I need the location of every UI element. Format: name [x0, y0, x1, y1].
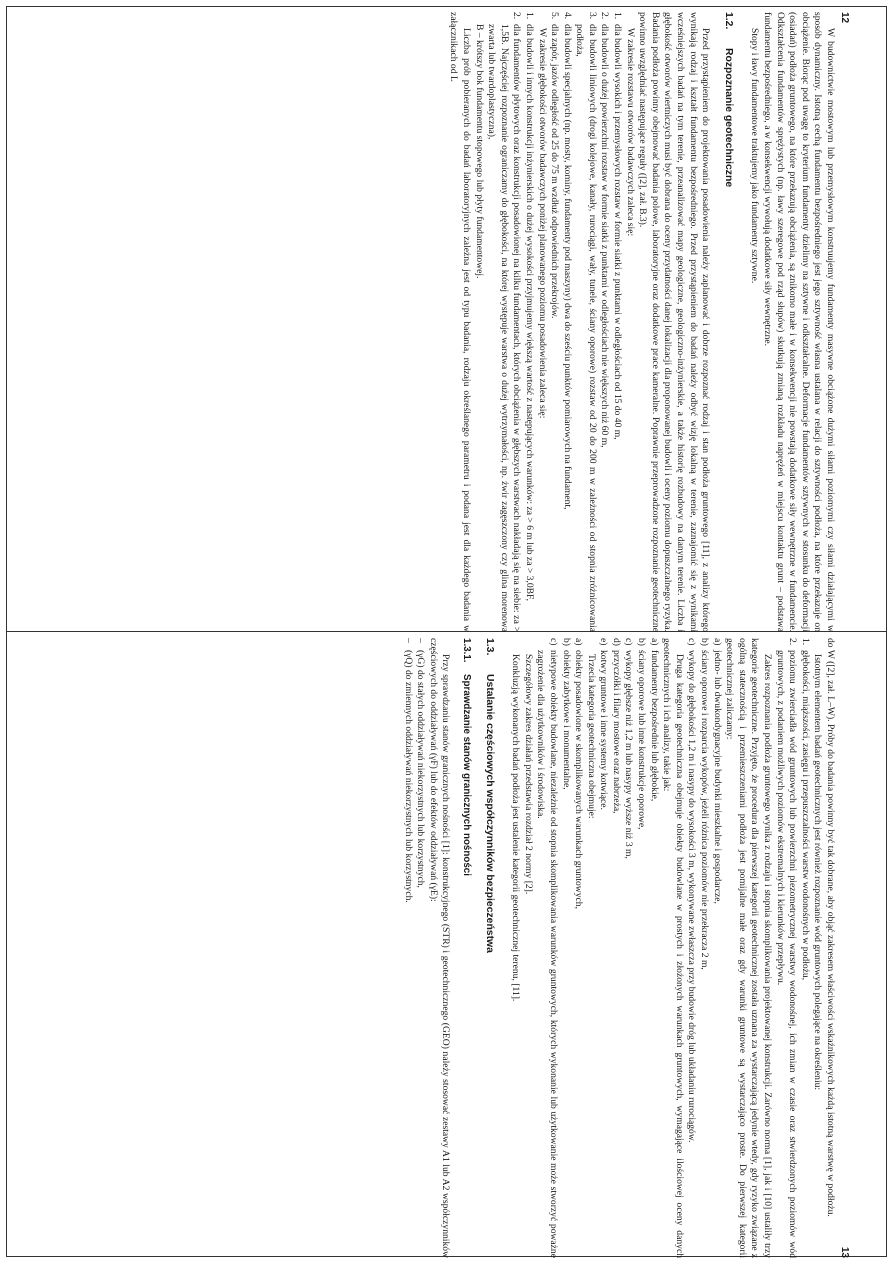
page-12-body: [447, 12, 836, 632]
paragraph: do W ([2], zał. L–W). Próby do badania powinny być tak dobrane, aby objąć zakresem właściwości wskaźnikowych każdą istotną warstwę w podłożu.: [825, 638, 836, 1217]
list-item: [597, 638, 610, 1258]
list-item: [560, 12, 573, 632]
subsection-heading: [459, 638, 472, 1258]
list-item: [548, 12, 561, 632]
list-text: dla budowli wysokich i przemysłowych rozstaw w formie siatki z punktami w odległościach od 15 do 40 m,: [612, 24, 624, 440]
list-text: (γG) do stałych oddziaływań niekorzystnych lub korzystnych,: [415, 650, 427, 888]
page-13: [10, 638, 850, 1258]
list-text: wykopy głębsze niż 1,2 m lub nasypy wyższe niż 3 m,: [623, 650, 635, 859]
list-text: ściany oporowe lub inne konstrukcje oporowe,: [636, 650, 648, 830]
factor-list: [401, 638, 426, 1258]
paragraph: Druga kategoria geotechniczna obejmuje obiekty budowlane w prostych i złożonych warunkach gruntowych, wymagające ilościowej oceny danych geotechnicznych i ich analizy, takie jak:: [661, 638, 685, 1258]
list-marker: c): [623, 638, 635, 646]
water-list: [773, 638, 811, 1258]
paragraph: Przy sprawdzaniu stanów granicznych nośności [1]: konstrukcyjnego (STR) i geotechnicznego (GEO) należy stosować zestawy A1 lub A2 współczynników częściowych do oddziaływań (γF) lub do efektów oddziaływań (γE):: [427, 638, 452, 1258]
list-marker: 2.: [511, 12, 523, 20]
list-item: [598, 12, 611, 632]
list-item: [414, 638, 427, 1258]
section-title: Ustalanie częściowych współczynników bezpieczeństwa: [483, 674, 495, 953]
section-heading: [482, 638, 495, 1258]
paragraph: Konkluzją wykonanych badań podłoża jest ustalenie kategorii geotechnicznej terenu, [11].: [510, 654, 522, 1002]
category1-list: [685, 638, 723, 1258]
paragraph: Przed przystąpieniem do projektowania posadowienia należy zaplanować i dobrze rozpoznać rodzaj i stan podłoża gruntowego [11], z analizy którego wynikają rodzaj i kształt fundamentu bezpośredniego. Przed przystąpieniem do badań należy odbyć wizję lokalną w terenie, zaznajomić się z wynikami wcześniejszych badań na tym terenie, przeanalizować mapy geologiczne, geologiczno-inżynierskie, a także historię rozbudowy na danym terenie. Liczba i głębokość otworów wiertniczych musi być dobrana do oceny przydatności danej lokalizacji dla proponowanej budowli i oceny poziomu dopuszczalnego ryzyka. Badania podłoża powinny obejmować badania polowe, laboratoryjne oraz dodatkowe prace kameralne. Poprawnie przeprowadzone rozpoznanie geotechniczne powinno uwzględniać następujące reguły ([2], zał. B.3).: [637, 12, 712, 632]
paragraph: Trzecia kategoria geotechniczna obejmuje:: [585, 654, 597, 819]
section-title: Rozpoznanie geotechniczne: [722, 48, 734, 188]
list-item: [572, 638, 585, 1258]
list-marker: 1.: [612, 12, 624, 20]
list-marker: b): [636, 638, 648, 646]
list-marker: b): [699, 638, 711, 646]
subsection-title: Sprawdzanie stanów granicznych nośności: [460, 674, 472, 876]
list-item: [635, 638, 648, 1258]
paragraph: W zakresie rozstawu otworów badawczych zaleca się:: [624, 28, 636, 237]
list-marker: a): [648, 638, 660, 646]
list-text: ściany oporowe i rozparcia wykopów, jeżeli różnica poziomów nie przekracza 2 m,: [699, 650, 711, 970]
list-text: (γQ) do zmiennych oddziaływań niekorzystnych lub korzystnych.: [402, 650, 414, 903]
list-text: dla budowli liniowych (drogi kolejowe, kanały, rurociągi, wały, tunele, ściany oporowe) rozstaw od 20 do 200 m w zależności od stopnia zróżnicowania podłoża,: [574, 24, 598, 632]
list-item: [798, 638, 811, 1258]
category3-list: [534, 638, 584, 1258]
paragraph: Szczegółowy zakres działań przedstawia rozdział 2 normy [2].: [522, 654, 534, 895]
list-marker: a): [573, 638, 585, 646]
list-item: [485, 12, 523, 632]
list-text: głębokości, miąższości, zasięgu i przepuszczalności warstw wodonośnych w podłożu,: [799, 650, 811, 981]
list-item: [534, 638, 559, 1258]
section-heading: [721, 12, 734, 632]
list-item: [401, 638, 414, 1258]
paragraph: Istotnym elementem badań geotechnicznych jest również rozpoznanie wód gruntowych polegające na określeniu:: [812, 654, 824, 1091]
category2-list: [597, 638, 660, 1258]
list-marker: a): [711, 638, 723, 646]
list-marker: 2.: [787, 638, 799, 646]
list-text: poziomu zwierciadła wód gruntowych lub powierzchni piezometrycznej warstwy wodonośnej, ich zmian w czasie oraz stwierdzonych poziomów wód gruntowych, z podaniem możliwych poziomów ekstremalnych i kierunków przepływu.: [774, 650, 799, 1258]
list-item: [611, 12, 624, 632]
paragraph: Liczba prób pobieranych do badań laboratoryjnych zależna jest od typu badania, rodzaju określanego parametru i podana jest dla każdego badania w załącznikach od L: [448, 12, 472, 632]
depth-list: [472, 12, 535, 632]
list-marker: c): [686, 638, 698, 646]
list-marker: 1.: [523, 12, 535, 20]
list-text: dla budowli specjalnych (np. mosty, kominy, fundamenty pod maszyny) dwa do sześciu punktów pomiarowych na fundament,: [561, 24, 573, 510]
list-marker: 4.: [561, 12, 573, 20]
list-text: jedno- lub dwukondygnacyjne budynki mieszkalne i gospodarcze,: [711, 650, 723, 904]
list-text: dla zapór, jazów odległość od 25 do 75 m wzdłuż odpowiednich przekrojów.: [549, 24, 561, 319]
page-number: 12: [839, 12, 850, 24]
list-marker: –: [415, 638, 427, 643]
list-marker: 2.: [599, 12, 611, 20]
list-text: dla fundamentów płytowych oraz konstrukcji posadowionej na kilku fundamentach, których obciążenia w głębszych warstwach nakładają się na siebie: za > 1,5B. Najczęściej rozpoznanie ograniczamy do głębokości, na której występuje warstwa o dużej wytrzymałości, np. żwir zagęszczony czy glina morenowa zwarta lub twardoplastyczna),: [486, 24, 523, 632]
list-item: [697, 638, 710, 1258]
page-number: 13: [839, 1246, 850, 1258]
list-item: [647, 638, 660, 1258]
section-number: 1.3.: [483, 638, 495, 656]
list-text: fundamenty bezpośrednie lub głębokie,: [648, 650, 660, 802]
list-item: [710, 638, 723, 1258]
list-marker: 3.: [586, 12, 598, 20]
list-text: B – krótszy bok fundamentu stopowego lub płyty fundamentowej.: [473, 24, 485, 279]
list-marker: [472, 12, 485, 24]
spacing-list: [548, 12, 624, 632]
paragraph: Stopy i ławy fundamentowe traktujemy jako fundamenty sztywne.: [749, 28, 761, 284]
list-marker: d): [610, 638, 622, 646]
list-marker: b): [560, 638, 572, 646]
list-item: [622, 638, 635, 1258]
list-text: wykopy do głębokości 1,2 m i nasypy do wysokości 3 m, wykonywane zwłaszcza przy budowie dróg lub układaniu rurociągów.: [686, 650, 698, 1143]
list-item: [685, 638, 698, 1258]
paragraph: W budownictwie mostowym lub przemysłowym konstruujemy fundamenty masywne obciążone dużymi siłami poziomymi czy siłami działającymi w sposób dynamiczny. Istotną cechą fundamentu bezpośredniego jest jego sztywność własna ustalana w relacji do sztywności podłoża, na które przekazuje on obciążenie. Biorąc pod uwagę to kryterium fundamenty dzielimy na sztywne i odkształcalne. Deformacje fundamentów sztywnych w stosunku do deformacji (osiadań) podłoża gruntowego, na które przekazują obciążenia, są znikomo małe i w konsekwencji nie powstają dodatkowe siły wewnętrzne w fundamencie. Odkształcenia fundamentów sprężystych (np. ławy szeregowe pod rząd słupów) skutkują zmianą rozkładu naprężeń w miejscu kontaktu grunt – podstawa fundamentu bezpośredniego, a w konsekwencji wywołują dodatkowe siły wewnętrzne.: [762, 12, 836, 632]
list-marker: e): [598, 638, 610, 646]
list-text: dla budowli o dużej powierzchni rozstaw w formie siatki z punktami w odległościach nie większych niż 60 m,: [599, 24, 611, 448]
list-marker: –: [402, 638, 414, 643]
list-text: obiekty zabytkowe i monumentalne,: [560, 650, 572, 790]
list-text: kotwy gruntowe i inne systemy kotwiące.: [598, 650, 610, 810]
list-text: nietypowe obiekty budowlane, niezależnie od stopnia skomplikowania warunków gruntowych, których wykonanie lub użytkowanie może stworzyć poważne zagrożenie dla użytkowników i środowiska.: [535, 650, 559, 1258]
list-text: dla budowli i innych konstrukcji inżynierskich o dużej wysokości przyjmujemy większą wartość z następujących warunków: za > 6 m lub za > 3,0BF,: [523, 24, 535, 602]
list-text: przyczółki i filary mostowe oraz nabrzeża,: [610, 650, 622, 814]
list-item: [472, 12, 485, 632]
list-item: [559, 638, 572, 1258]
list-item: [773, 638, 798, 1258]
section-number: 1.2.: [722, 12, 734, 30]
list-marker: c): [547, 638, 559, 646]
list-text: obiekty posadowione w skomplikowanych warunkach gruntowych,: [573, 650, 585, 909]
list-marker: 5.: [549, 12, 561, 20]
list-item: [609, 638, 622, 1258]
page-12: [10, 12, 850, 632]
list-item: [573, 12, 598, 632]
paragraph: Zakres rozpoznania podłoża gruntowego wynika z rodzaju i stopnia skomplikowania projektowanej konstrukcji. Zarówno norma [1], jak i [10] ustaliły trzy kategorie geotechniczne. Przyjęto, że procedura dla pierwszej kategorii geotechnicznej została uznana za wystarczającą jedynie wtedy, gdy ryzyko związane z ogólną statecznością i przemieszczeniami podłoża jest pomijalne małe oraz gdy warunki gruntowe są wystarczająco proste. Do pierwszej kategorii geotechnicznej zaliczamy:: [724, 638, 774, 1258]
list-item: [522, 12, 535, 632]
page-13-body: [401, 638, 836, 1258]
paragraph: W zakresie głębokości otworów badawczych poniżej planowanego poziomu posadowienia zaleca się:: [536, 28, 548, 419]
subsection-number: 1.3.1.: [460, 638, 472, 663]
list-marker: 1.: [799, 638, 811, 646]
